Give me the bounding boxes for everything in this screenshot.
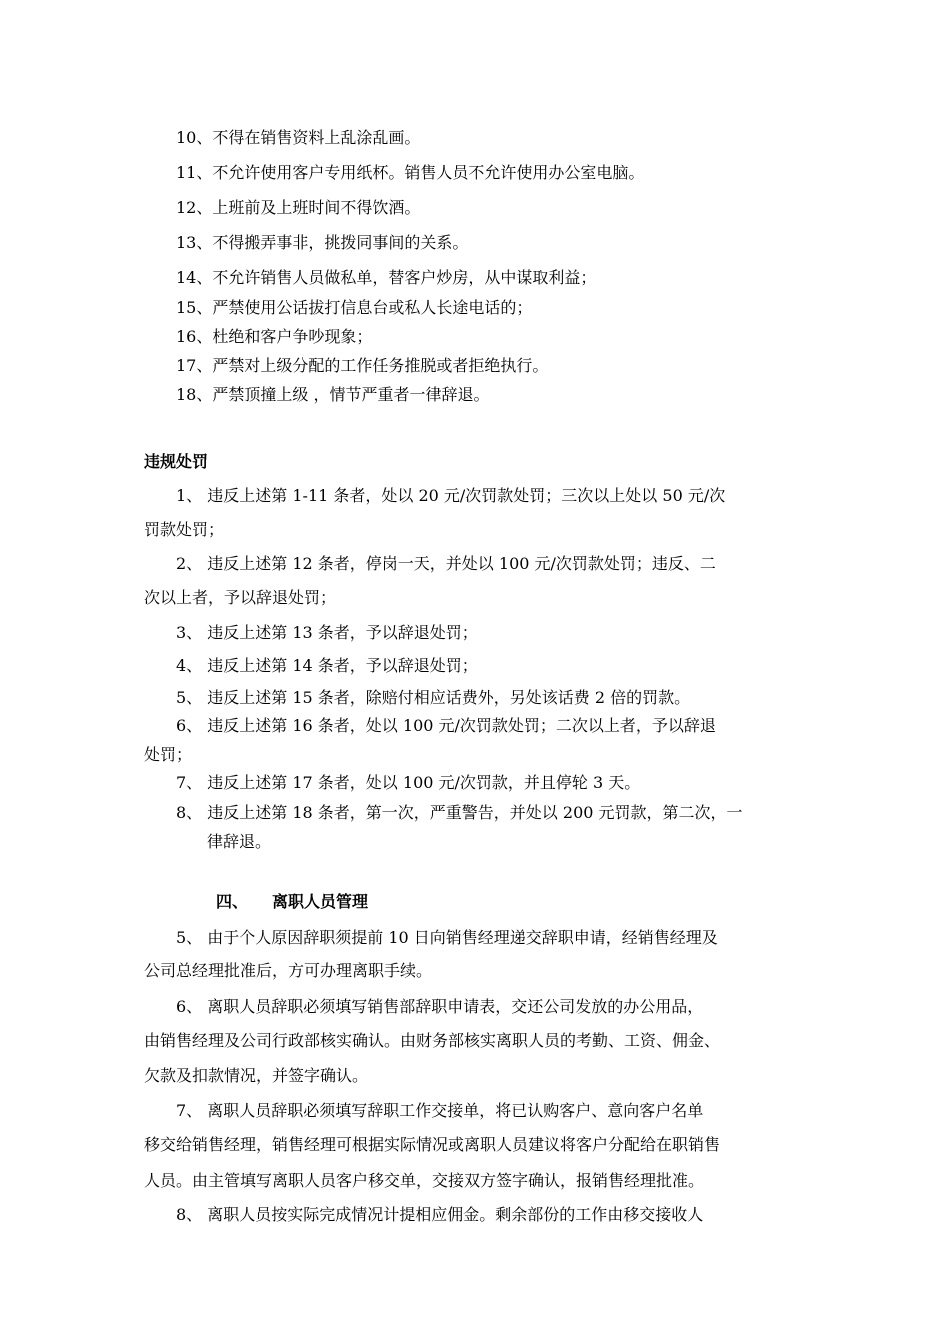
resignation-line: 7、 离职人员辞职必须填写辞职工作交接单，将已认购客户、意向客户名单 — [176, 1101, 704, 1120]
penalty-section-title: 违规处罚 — [144, 452, 209, 471]
penalty-line: 2、 违反上述第 12 条者，停岗一天，并处以 100 元/次罚款处罚；违反、二 — [176, 554, 716, 573]
resignation-line: 欠款及扣款情况，并签字确认。 — [144, 1066, 369, 1085]
rule-item-13: 13、不得搬弄事非，挑拨同事间的关系。 — [176, 233, 469, 252]
penalty-line: 7、 违反上述第 17 条者，处以 100 元/次罚款，并且停轮 3 天。 — [176, 773, 641, 792]
rule-item-16: 16、杜绝和客户争吵现象； — [176, 327, 373, 346]
resignation-line: 公司总经理批准后，方可办理离职手续。 — [144, 961, 433, 980]
resignation-section-title: 离职人员管理 — [272, 892, 369, 911]
resignation-line: 人员。由主管填写离职人员客户移交单，交接双方签字确认，报销售经理批准。 — [144, 1171, 705, 1190]
rule-item-15: 15、严禁使用公话拔打信息台或私人长途电话的； — [176, 298, 533, 317]
penalty-line: 律辞退。 — [207, 832, 272, 851]
resignation-line: 移交给销售经理，销售经理可根据实际情况或离职人员建议将客户分配给在职销售 — [144, 1135, 721, 1154]
resignation-line: 8、 离职人员按实际完成情况计提相应佣金。剩余部份的工作由移交接收人 — [176, 1205, 704, 1224]
rule-item-14: 14、不允许销售人员做私单，替客户炒房，从中谋取利益； — [176, 268, 597, 287]
resignation-line: 由销售经理及公司行政部核实确认。由财务部核实离职人员的考勤、工资、佣金、 — [144, 1031, 721, 1050]
resignation-line: 5、 由于个人原因辞职须提前 10 日向销售经理递交辞职申请，经销售经理及 — [176, 928, 718, 947]
rule-item-17: 17、严禁对上级分配的工作任务推脱或者拒绝执行。 — [176, 356, 549, 375]
rule-item-12: 12、上班前及上班时间不得饮酒。 — [176, 198, 421, 217]
rule-item-10: 10、不得在销售资料上乱涂乱画。 — [176, 128, 421, 147]
penalty-line: 6、 违反上述第 16 条者，处以 100 元/次罚款处罚；二次以上者，予以辞退 — [176, 716, 716, 735]
penalty-line: 处罚； — [144, 745, 193, 764]
penalty-line: 4、 违反上述第 14 条者，予以辞退处罚； — [176, 656, 478, 675]
rule-item-11: 11、不允许使用客户专用纸杯。销售人员不允许使用办公室电脑。 — [176, 163, 645, 182]
resignation-line: 6、 离职人员辞职必须填写销售部辞职申请表，交还公司发放的办公用品， — [176, 997, 704, 1016]
rule-item-18: 18、严禁顶撞上级 ，情节严重者一律辞退。 — [176, 385, 490, 404]
penalty-line: 1、 违反上述第 1-11 条者，处以 20 元/次罚款处罚；三次以上处以 50 元/次 — [176, 486, 726, 505]
penalty-line: 罚款处罚； — [144, 520, 225, 539]
penalty-line: 5、 违反上述第 15 条者，除赔付相应话费外，另处该话费 2 倍的罚款。 — [176, 688, 691, 707]
penalty-line: 8、 违反上述第 18 条者，第一次，严重警告，并处以 200 元罚款，第二次，一 — [176, 803, 743, 822]
resignation-section-number: 四、 — [216, 892, 249, 911]
penalty-line: 3、 违反上述第 13 条者，予以辞退处罚； — [176, 623, 478, 642]
penalty-line: 次以上者，予以辞退处罚； — [144, 588, 337, 607]
